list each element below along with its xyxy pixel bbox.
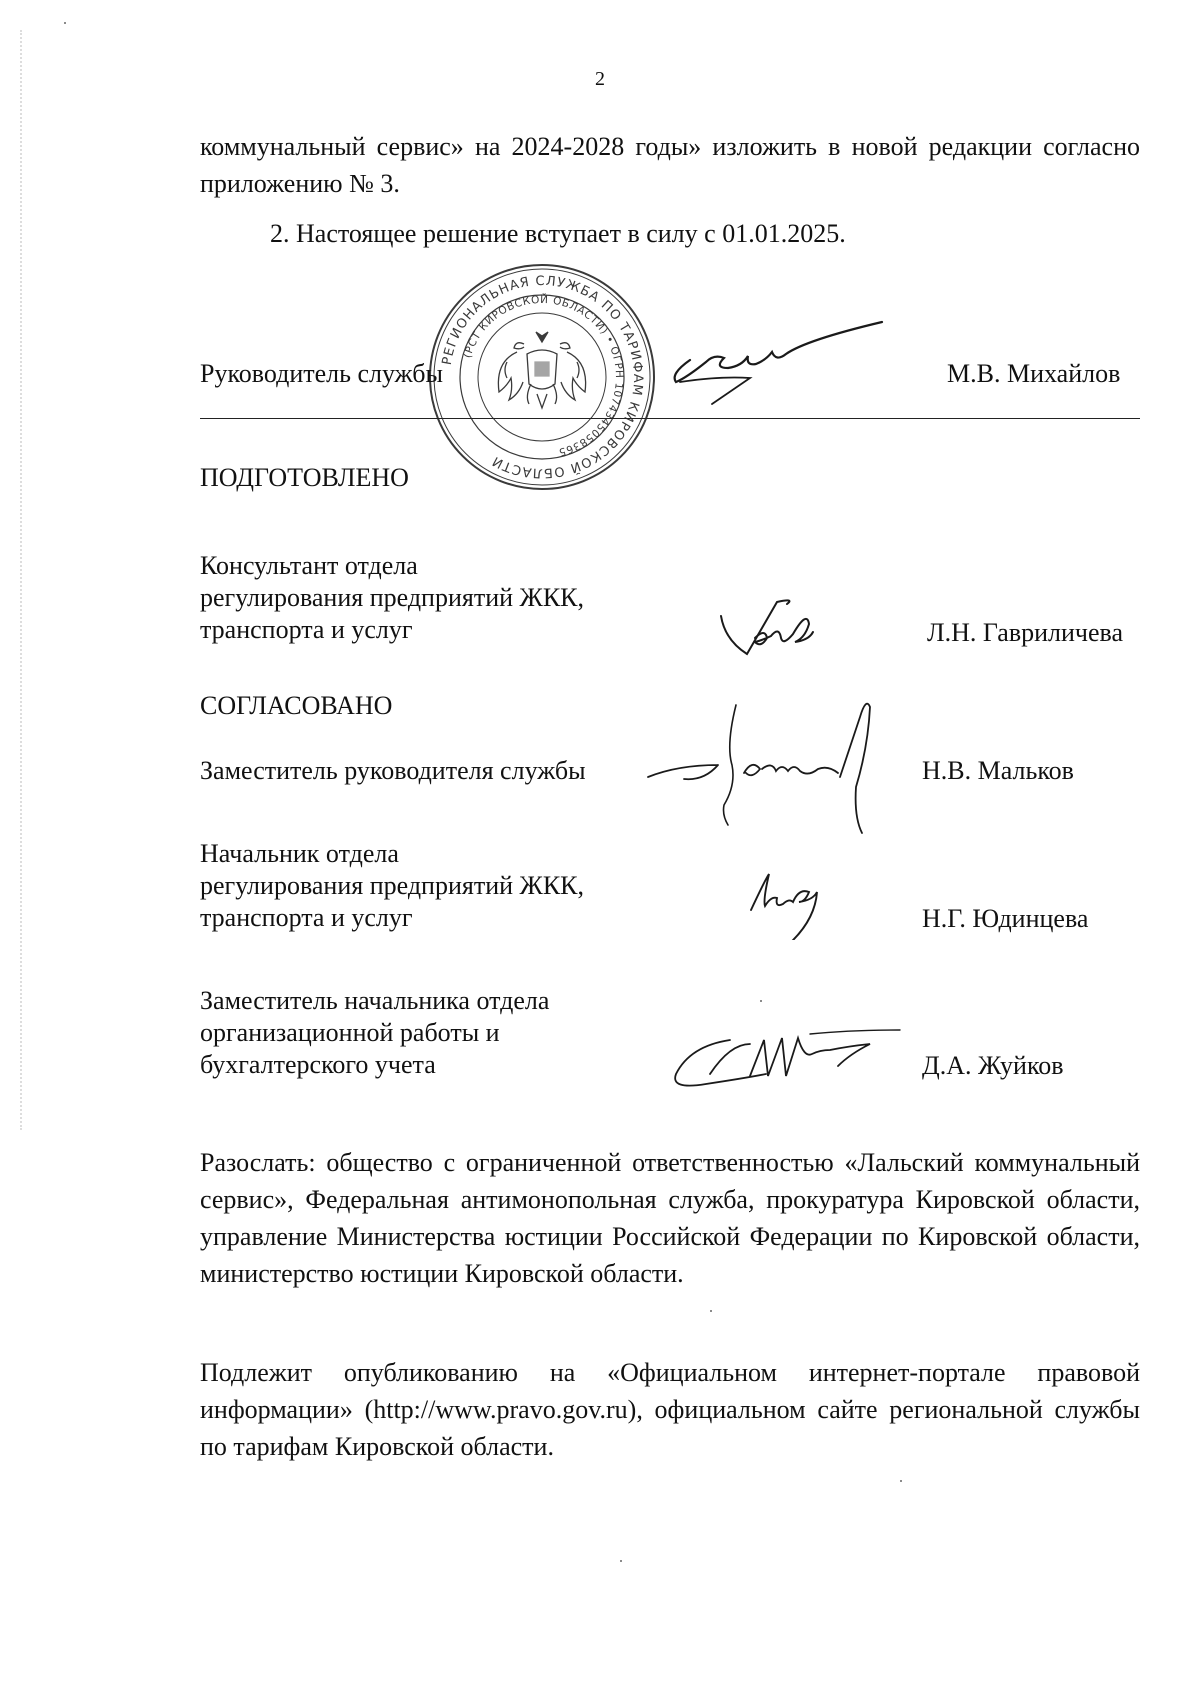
deputy-chief-signature bbox=[670, 1020, 910, 1100]
intro-item-2: 2. Настоящее решение вступает в силу с 01.01.2025. bbox=[270, 219, 846, 248]
head-name: М.В. Михайлов bbox=[947, 359, 1121, 388]
scan-margin-marks bbox=[20, 30, 24, 1130]
deputy-title: Заместитель руководителя службы bbox=[200, 756, 586, 785]
head-signature bbox=[640, 320, 900, 410]
prepared-position-line: Консультант отдела bbox=[200, 551, 418, 580]
scan-speck bbox=[900, 1480, 902, 1482]
chief-position-line: регулирования предприятий ЖКК, bbox=[200, 871, 585, 900]
chief-position bbox=[200, 838, 584, 934]
prepared-name: Л.Н. Гавриличева bbox=[927, 618, 1124, 647]
prepared-heading: ПОДГОТОВЛЕНО bbox=[200, 463, 409, 492]
scan-speck bbox=[760, 1000, 762, 1002]
deputy-chief-position bbox=[200, 985, 549, 1081]
signature-divider bbox=[200, 418, 1140, 419]
deputy-chief-position-line: организационной работы и bbox=[200, 1018, 500, 1047]
deputy-chief-name: Д.А. Жуйков bbox=[922, 1051, 1064, 1080]
distribution-list: Разослать: общество с ограниченной ответственностью «Лальский коммунальный сервис», Федеральная антимонопольная служба, прокуратура Кировской области, управление Министерства юстиции Российской Федерации по Кировской области, министерство юстиции Кировской области. bbox=[200, 1148, 1140, 1288]
page-number: 2 bbox=[595, 68, 605, 90]
head-title: Руководитель службы bbox=[200, 359, 443, 388]
chief-name: Н.Г. Юдинцева bbox=[922, 904, 1089, 933]
deputy-signature bbox=[640, 685, 940, 835]
publication-note: Подлежит опубликованию на «Официальном интернет-портале правовой информации» (http://www.pravo.gov.ru), официальном сайте региональной службы по тарифам Кировской области. bbox=[200, 1358, 1140, 1461]
seal-inner-text: (РСТ КИРОВСКОЙ ОБЛАСТИ) • ОГРН 1074345058365 bbox=[461, 293, 626, 459]
deputy-chief-position-line: Заместитель начальника отдела bbox=[200, 986, 550, 1015]
deputy-chief-position-line: бухгалтерского учета bbox=[200, 1050, 436, 1079]
intro-continuation: коммунальный сервис» на 2024-2028 годы» изложить в новой редакции согласно приложению № 3. bbox=[200, 132, 1140, 198]
coat-of-arms-icon bbox=[498, 332, 585, 408]
prepared-signature bbox=[715, 598, 865, 668]
prepared-position-line: транспорта и услуг bbox=[200, 615, 413, 644]
seal-outer-text: РЕГИОНАЛЬНАЯ СЛУЖБА ПО ТАРИФАМ КИРОВСКОЙ ОБЛАСТИ bbox=[439, 273, 646, 481]
agreed-heading: СОГЛАСОВАНО bbox=[200, 691, 393, 720]
scan-speck bbox=[710, 1310, 712, 1312]
prepared-position bbox=[200, 550, 584, 646]
chief-signature bbox=[745, 870, 855, 940]
scan-speck bbox=[64, 22, 66, 24]
scan-speck bbox=[620, 1560, 622, 1562]
chief-position-line: Начальник отдела bbox=[200, 839, 399, 868]
official-seal bbox=[427, 262, 657, 492]
prepared-position-line: регулирования предприятий ЖКК, bbox=[200, 583, 585, 612]
chief-position-line: транспорта и услуг bbox=[200, 903, 413, 932]
deputy-name: Н.В. Мальков bbox=[922, 756, 1074, 785]
